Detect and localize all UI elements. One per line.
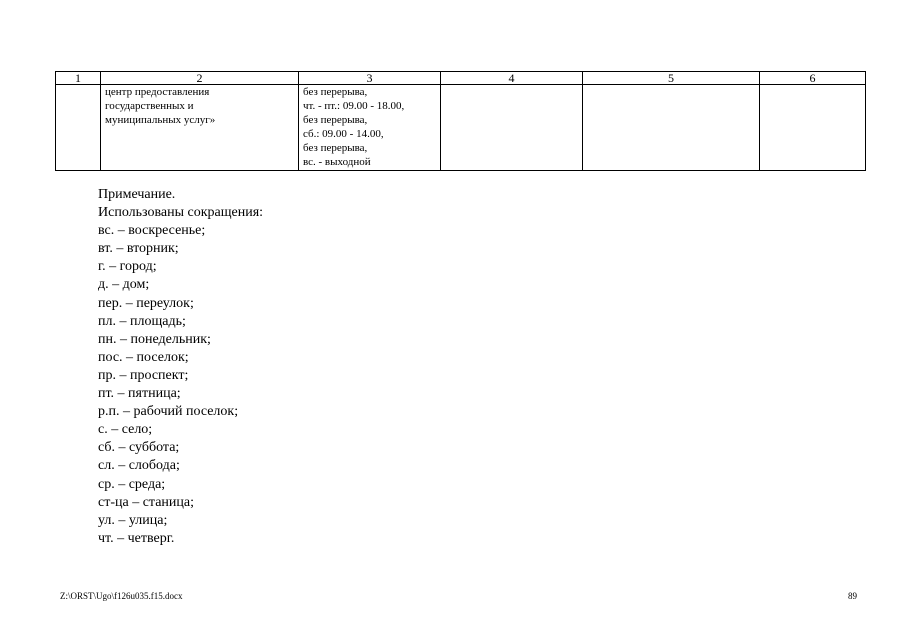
note-intro: Использованы сокращения: xyxy=(98,205,264,221)
column-header-1: 1 xyxy=(56,72,101,85)
abbreviation-item: сб. – суббота; xyxy=(98,440,180,456)
cell-col2-line: государственных и xyxy=(105,100,194,112)
abbreviation-item: г. – город; xyxy=(98,259,157,275)
cell-col4 xyxy=(441,85,583,171)
abbreviation-item: р.п. – рабочий поселок; xyxy=(98,404,239,420)
note-title: Примечание. xyxy=(98,187,176,202)
cell-col1 xyxy=(56,85,101,171)
cell-col3-line: вс. - выходной xyxy=(303,156,371,168)
abbreviation-item: пер. – переулок; xyxy=(98,295,194,311)
abbreviation-item: ул. – улица; xyxy=(98,512,168,528)
abbreviation-item: вс. – воскресенье; xyxy=(98,223,206,239)
abbreviation-item: д. – дом; xyxy=(98,277,150,293)
abbreviation-item: вт. – вторник; xyxy=(98,241,179,257)
table-row xyxy=(56,85,866,171)
abbreviation-item: с. – село; xyxy=(98,422,153,438)
column-header-3: 3 xyxy=(299,72,441,85)
schedule-table xyxy=(55,71,866,171)
cell-col3-line: без перерыва, xyxy=(303,114,368,126)
abbreviation-item: пн. – понедельник; xyxy=(98,331,211,347)
cell-col2 xyxy=(101,85,299,171)
abbreviation-item: пос. – поселок; xyxy=(98,349,189,365)
abbreviation-item: ст-ца – станица; xyxy=(98,494,194,510)
cell-col2-line: центр предоставления xyxy=(105,86,210,98)
cell-col5 xyxy=(583,85,760,171)
abbreviation-item: чт. – четверг. xyxy=(98,530,175,546)
cell-col6 xyxy=(760,85,866,171)
table-header-row xyxy=(56,72,866,85)
column-header-6: 6 xyxy=(760,72,866,85)
abbreviation-item: ср. – среда; xyxy=(98,476,166,492)
cell-col3-line: без перерыва, xyxy=(303,86,368,98)
column-header-2: 2 xyxy=(101,72,299,85)
abbreviation-item: сл. – слобода; xyxy=(98,458,180,474)
abbreviation-item: пр. – проспект; xyxy=(98,367,189,383)
column-header-4: 4 xyxy=(441,72,583,85)
column-header-5: 5 xyxy=(583,72,760,85)
abbreviations-note xyxy=(98,186,263,548)
cell-col2-line: муниципальных услуг» xyxy=(105,114,216,126)
footer-file-path: Z:\ORST\Ugo\f126u035.f15.docx xyxy=(60,591,183,601)
cell-col3-line: сб.: 09.00 - 14.00, xyxy=(303,128,384,140)
cell-col3-line: чт. - пт.: 09.00 - 18.00, xyxy=(303,100,405,112)
abbreviation-item: пл. – площадь; xyxy=(98,313,186,329)
page-number: 89 xyxy=(848,591,857,601)
cell-col3-line: без перерыва, xyxy=(303,142,368,154)
cell-col3 xyxy=(299,85,441,171)
abbreviation-item: пт. – пятница; xyxy=(98,386,181,402)
